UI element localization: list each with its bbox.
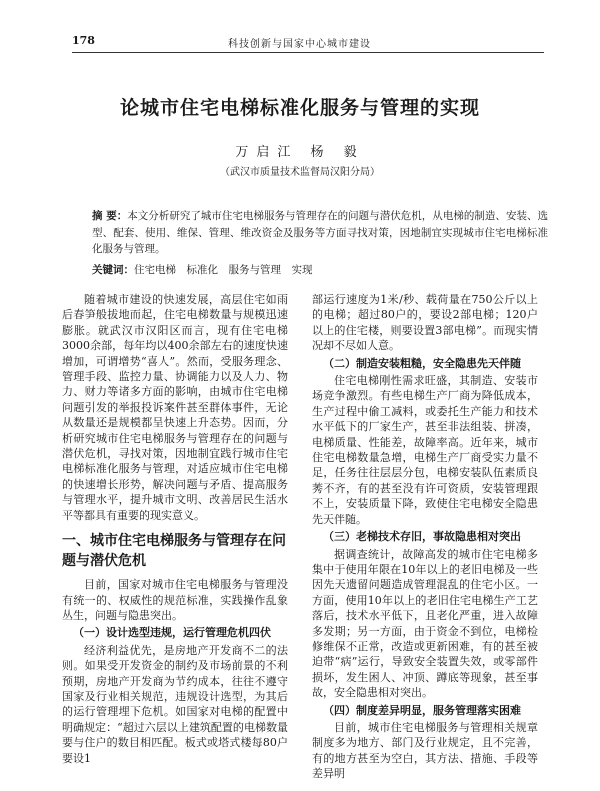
- abstract-text: 本文分析研究了城市住宅电梯服务与管理存在的问题与潜伏危机，从电梯的制造、安装、选型、配套、使用、维保、管理、维改资金及服务等方面寻找对策，因地制宜实现城市住宅电梯标准化服务与管理。: [92, 210, 548, 255]
- subsection-4-heading: （四）制度差异明显，服务管理落实困难: [323, 703, 521, 717]
- abstract: [92, 208, 548, 258]
- authors: 万启江 杨 毅: [235, 145, 365, 160]
- page-number: 178: [72, 34, 95, 47]
- left-column: [62, 292, 288, 766]
- page-header: [72, 34, 544, 53]
- keywords-label: 关键词：: [92, 264, 134, 276]
- section-1-heading: 一、城市住宅电梯服务与管理存在问题与潜伏危机: [62, 533, 286, 570]
- affiliation: （武汉市质量技术监督局汉阳分局）: [220, 167, 380, 178]
- subsection-3-heading: （三）老梯技术存旧，事故隐患相对突出: [323, 530, 521, 544]
- continued-paragraph: 部运行速度为1米/秒、载荷量在750公斤以上的电梯；超过80户的，要设2部电梯；120户以上的住宅楼，则要设置3部电梯”。而现实情况却不尽如人意。: [312, 293, 538, 353]
- subsection-1-heading: （一）设计选型违规，运行管理危机四伏: [73, 626, 271, 640]
- section-1-intro: 目前，国家对城市住宅电梯服务与管理没有统一的、权威性的规范标准，实践操作乱象丛生，问题与隐患突出。: [62, 578, 288, 622]
- subsection-2-text: 住宅电梯刚性需求旺盛，其制造、安装市场竞争激烈。有些电梯生产厂商为降低成本，生产过程中偷工减料，或委托生产能力和技术水平低下的厂家生产，甚至非法组装、拼凑，电梯质量、性能差，故障率高。近年来，城市住宅电梯数量急增，电梯生产厂商受实力量不足，任务往往层层分包，电梯安装队伍素质良莠不齐，有的甚至没有许可资质，安装管理跟不上，安装质量下降，致使住宅电梯安全隐患先天伴随。: [312, 374, 538, 526]
- subsection-3-text: 据调查统计，故障高发的城市住宅电梯多集中于使用年限在10年以上的老旧电梯及一些因先天遗留问题造成管理混乱的住宅小区。一方面，使用10年以上的老旧住宅电梯生产工艺落后，技术水平低下，且老化严重，进入故障多发期；另一方面，由于资金不到位，电梯检修维保不正常，改造或更新困难，有的甚至被迫带“病”运行，导致安全装置失效，或零部件损坏，发生困人、冲顶、蹲底等现象，甚至事故，安全隐患相对突出。: [312, 547, 538, 700]
- keywords: [92, 262, 548, 277]
- journal-title: 科技创新与国家中心城市建设: [228, 39, 371, 50]
- abstract-label: 摘 要：: [92, 210, 128, 222]
- keywords-text: 住宅电梯 标准化 服务与管理 实现: [134, 264, 313, 276]
- subsection-2-heading: （二）制造安装粗糙，安全隐患先天伴随: [323, 356, 521, 370]
- subsection-4-text: 目前，城市住宅电梯服务与管理相关规章制度多为地方、部门及行业规定，且不完善，有的地方甚至为空白，其方法、措施、手段等差异明: [312, 720, 538, 781]
- article-title: 论城市住宅电梯标准化服务与管理的实现: [119, 97, 480, 119]
- subsection-1-text: 经济利益优先，是房地产开发商不二的法则。如果受开发资金的制约及市场前景的不利预期，房地产开发商为节约成本，往往不遵守国家及行业相关规范，违规设计选型，为其后的运行管理埋下危机。如国家对电梯的配置中明确规定：“超过六层以上建筑配置的电梯数量要与住户的数目相匹配。板式或塔式楼每80户要设1: [62, 643, 288, 765]
- right-column: [312, 292, 538, 782]
- intro-paragraph: 随着城市建设的快速发展，高层住宅如雨后春笋般拔地而起，住宅电梯数量与规模迅速膨胀。就武汉市汉阳区而言，现有住宅电梯3000余部，每年均以400余部左右的速度快速增加，可谓增势“喜人”。然而，受服务理念、管理手段、监控力量、协调能力以及人力、物力、财力等诸多方面的影响，由城市住宅电梯问题引发的举报投诉案件甚至群体事件，无论从数量还是规模都呈快速上升态势。因而，分析研究城市住宅电梯服务与管理存在的问题与潜伏危机，寻找对策，因地制宜践行城市住宅电梯标准化服务与管理，对适应城市住宅电梯的快速增长形势，解决问题与矛盾、提高服务与管理水平，提升城市文明、改善居民生活水平等都具有重要的现实意义。: [62, 293, 288, 522]
